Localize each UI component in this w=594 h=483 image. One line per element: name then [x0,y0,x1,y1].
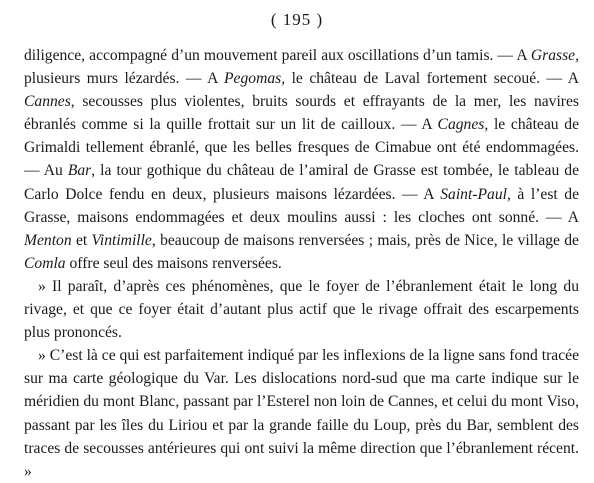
text-run: , le château de Grimaldi tellement ébranlé, que les belles fresques de Cimabue ont été endommagées. — Au [24,116,579,180]
text-run: offre seul des maisons renversées. [65,254,282,272]
text-run: , la tour gothique du château de l’amiral de Grasse est tombée, le tableau de Carlo Dolce fendu en deux, plusieurs maisons lézardées. — A [24,162,580,203]
text-run: plusieurs murs lézardés. — A [24,70,225,88]
text-run: , à l’est de Grasse, maisons endommagées et deux moulins aussi : les cloches ont sonné. — A [24,185,579,226]
text-run: , secousses plus violentes, bruits sourds et effrayants de la mer, les navires ébranlés comme si la quille frottait sur un lit de cailloux. — A [24,93,579,134]
italic-place-name: Cagnes [437,116,485,134]
italic-place-name: Grasse, [530,47,579,64]
paragraph-1 [24,44,579,275]
italic-place-name: Saint-Paul [440,185,507,203]
italic-place-name: Vintimille [91,231,152,249]
page-number: ( 195 ) [270,10,324,29]
text-run: le château de Laval fortement secoué. — A [285,70,579,88]
text-run: » C’est là ce qui est parfaitement indiqué par les inflexions de la ligne sans fond tracée sur ma carte géologique du Var. Les dislocations nord-sud que ma carte indique sur le méridien du mont Blanc, passant par l’Esterel non loin de Cannes, et celui du mont Viso, passant par les îles du Liriou et par la grande faille du Loup, près du Bar, semblent des traces de secousses antérieures qui ont suivi la même direction que l’ébranlement récent. » [24,347,579,480]
body-text [24,44,579,483]
text-run: » Il paraît, d’après ces phénomènes, que le foyer de l’ébranlement était le long du rivage, et que ce foyer était d’autant plus actif que le rivage offrait des escarpements plus prononcés. [24,277,579,342]
paragraph-3 [24,344,579,483]
paragraph-2 [24,275,579,344]
text-run: , beaucoup de maisons renversées ; mais, près de Nice, le village de [151,231,579,249]
italic-place-name: Comla [24,254,66,272]
italic-place-name: Menton [24,231,72,249]
italic-place-name: Pegomas, [224,70,286,88]
text-run: et [71,231,92,249]
text-run: diligence, accompagné d’un mouvement pareil aux oscillations d’un tamis. — A [24,47,531,64]
italic-place-name: Cannes [24,93,71,111]
italic-place-name: Bar [67,162,92,180]
